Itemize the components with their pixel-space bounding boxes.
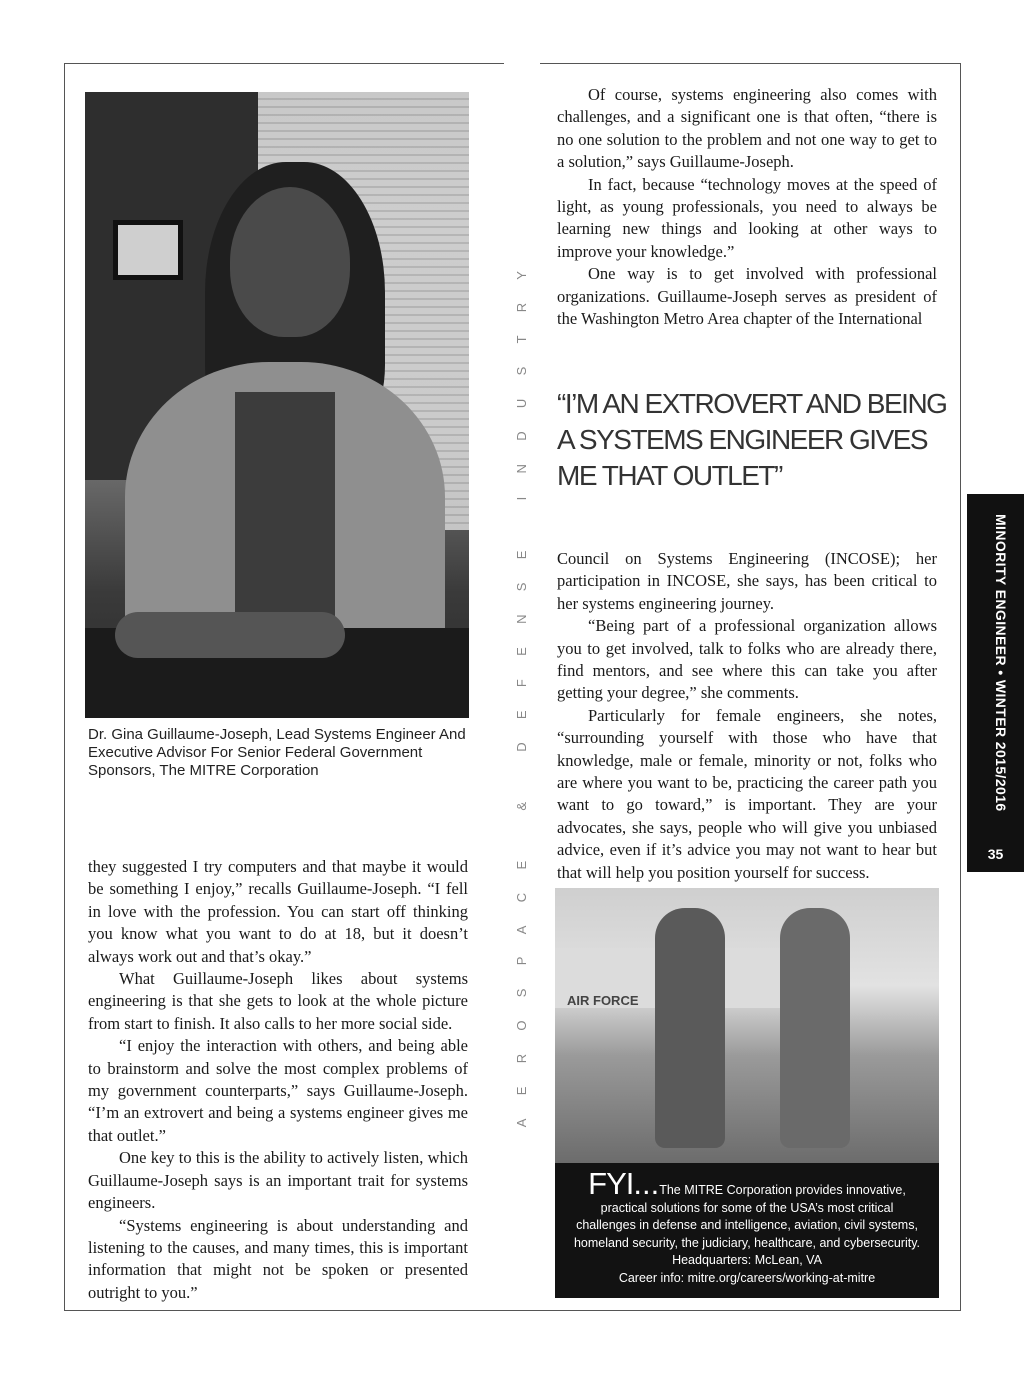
paragraph: Of course, systems engineering also comes with challenges, and a significant one is that often, “there is no one solution to the problem and not one way to get to a solution,” says Guillaume-Joseph. <box>557 85 937 172</box>
paragraph: they suggested I try computers and that maybe it would be something I enjoy,” recalls Guillaume-Joseph. “I fell in love with the profession. You can start off thinking you know what you want to do at 18, but it doesn’t always work out and that’s okay.” <box>88 857 468 966</box>
fyi-box <box>555 1163 939 1298</box>
plane-lettering: AIR FORCE <box>567 993 639 1008</box>
fyi-headquarters: Headquarters: McLean, VA <box>672 1253 822 1267</box>
paragraph: “I enjoy the interaction with others, and being able to brainstorm and solve the most complex problems of my government counterparts,” says Guillaume-Joseph. “I’m an extrovert and being a systems engineer gives me that outlet.” <box>88 1036 468 1145</box>
pull-quote: “I’M AN EXTROVERT AND BEING A SYSTEMS ENGINEER GIVES ME THAT OUTLET” <box>557 388 947 491</box>
paragraph: “Being part of a professional organization allows you to get involved, talk to folks who are already there, find mentors, and see where this can take you after getting your degree,” she comments. <box>557 616 937 703</box>
fyi-line: practical solutions for some of the USA’s most critical <box>600 1200 894 1215</box>
fyi-ellipsis: ... <box>633 1166 660 1201</box>
fyi-career-info: Career info: mitre.org/careers/working-at-mitre <box>618 1270 876 1285</box>
paragraph: Particularly for female engineers, she notes, “surrounding yourself with those who have that knowledge, male or female, minority or not, folks who are where you want to be, practicing the career path you want to go toward,” is important. They are your advocates, she says, people who will give you unbiased advice, even if it’s advice you may not want to hear but that will help you position yourself for success. <box>557 705 937 882</box>
fyi-lead: The MITRE Corporation provides innovative, <box>659 1183 906 1197</box>
side-tab <box>967 494 1024 872</box>
right-column-middle <box>557 548 937 884</box>
portrait-photo <box>85 92 469 718</box>
publication-title: MINORITY ENGINEER • WINTER 2015/2016 <box>993 514 1009 812</box>
airmen-photo <box>555 888 939 1168</box>
paragraph: Council on Systems Engineering (INCOSE); her participation in INCOSE, she says, has been critical to her systems engineering journey. <box>557 549 937 613</box>
right-column-top <box>557 84 937 330</box>
fyi-title: FYI <box>588 1166 634 1201</box>
fyi-line: challenges in defense and intelligence, aviation, civil systems, <box>576 1218 918 1232</box>
fyi-line: homeland security, the judiciary, healthcare, and cybersecurity. <box>573 1235 920 1250</box>
photo-caption: Dr. Gina Guillaume-Joseph, Lead Systems Engineer And Executive Advisor For Senior Federal Government Sponsors, The MITRE Corporation <box>88 726 466 779</box>
vertical-section-label: AEROSPACE & DEFENSE INDUSTRY <box>514 247 530 1127</box>
paragraph: “Systems engineering is about understanding and listening to the causes, and many times, this is important information that might not be spoken or presented outright to you.” <box>88 1215 468 1302</box>
left-column <box>88 856 468 1304</box>
paragraph: One way is to get involved with professional organizations. Guillaume-Joseph serves as president of the Washington Metro Area chapter of the International <box>557 264 937 329</box>
paragraph: One key to this is the ability to actively listen, which Guillaume-Joseph says is an important trait for systems engineers. <box>88 1148 468 1213</box>
page-number: 35 <box>987 846 1004 862</box>
paragraph: In fact, because “technology moves at the speed of light, as young professionals, you need to always be learning new things and looking at other ways to improve your knowledge.” <box>557 174 937 261</box>
paragraph: What Guillaume-Joseph likes about systems engineering is that she gets to look at the whole picture from start to finish. It also calls to her more social side. <box>88 969 468 1033</box>
